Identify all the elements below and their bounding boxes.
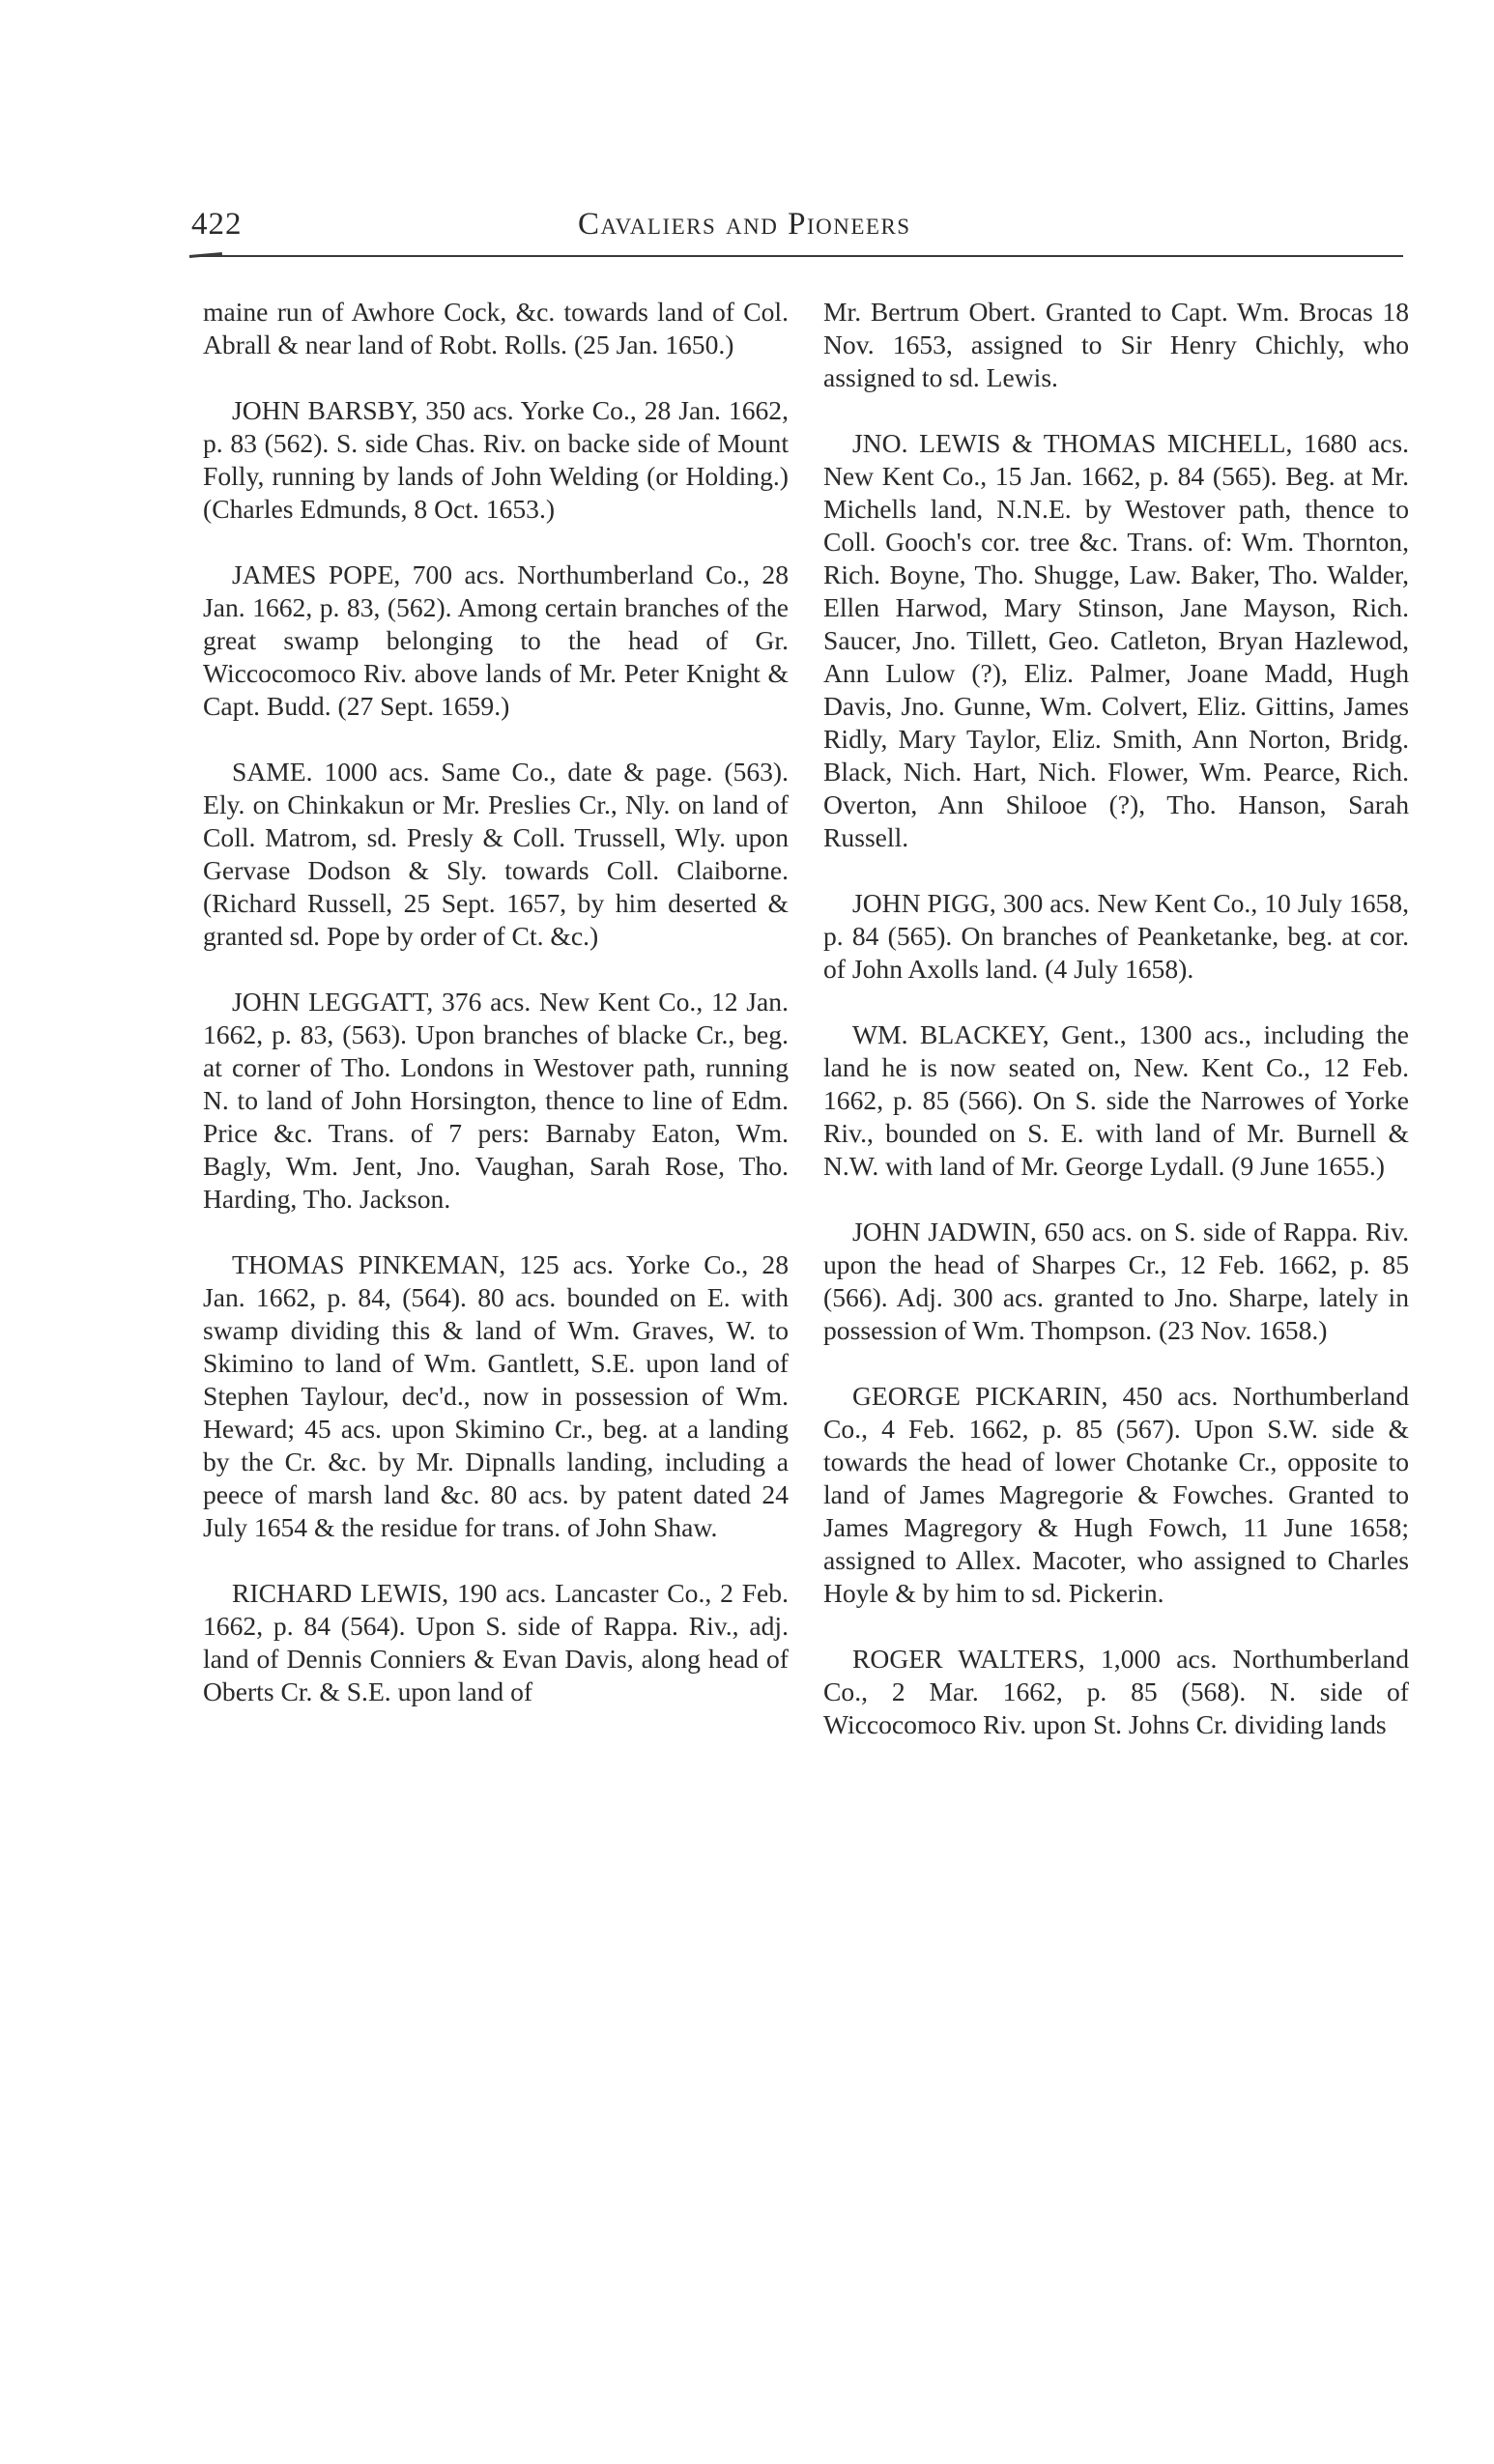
entry-john-pigg: JOHN PIGG, 300 acs. New Kent Co., 10 July 1658, p. 84 (565). On branches of Peanketanke, beg. at cor. of John Axolls land. (4 July 1658). bbox=[823, 888, 1409, 984]
entry-richard-lewis: RICHARD LEWIS, 190 acs. Lancaster Co., 2 Feb. 1662, p. 84 (564). Upon S. side of Rappa. Riv., adj. land of Dennis Conniers & Evan Davis, along head of Oberts Cr. & S.E. upon land of bbox=[203, 1578, 789, 1706]
entry-same-pope: SAME. 1000 acs. Same Co., date & page. (563). Ely. on Chinkakun or Mr. Preslies Cr., Nly. on land of Coll. Matrom, sd. Presly & Coll. Trussell, Wly. upon Gervase Dodson & Sly. towards Coll. Claiborne. (Richard Russell, 25 Sept. 1657, by him deserted & granted sd. Pope by order of Ct. &c.) bbox=[203, 757, 789, 951]
entry-jno-lewis-thomas-michell: JNO. LEWIS & THOMAS MICHELL, 1680 acs. New Kent Co., 15 Jan. 1662, p. 84 (565). Beg. at Mr. Michells land, N.N.E. by Westover path, thence to Coll. Gooch's cor. tree &c. Trans. of: Wm. Thornton, Rich. Boyne, Tho. Shugge, Law. Baker, Tho. Walder, Ellen Harwod, Mary Stinson, Jane Mayson, Rich. Saucer, Jno. Tillett, Geo. Catleton, Bryan Hazlewod, Ann Lulow (?), Eliz. Palmer, Joane Madd, Hugh Davis, Jno. Gunne, Wm. Colvert, Eliz. Gittins, James Ridly, Mary Taylor, Eliz. Smith, Ann Norton, Bridg. Black, Nich. Hart, Nich. Flower, Wm. Pearce, Rich. Overton, Ann Shilooe (?), Tho. Hanson, Sarah Russell. bbox=[823, 428, 1409, 852]
right-column bbox=[823, 296, 1409, 1741]
header-rule bbox=[191, 255, 1403, 257]
entry-john-leggatt: JOHN LEGGATT, 376 acs. New Kent Co., 12 Jan. 1662, p. 83, (563). Upon branches of blacke Cr., beg. at corner of Tho. Londons in Westover path, running N. to land of John Horsington, thence to line of Edm. Price &c. Trans. of 7 pers: Barnaby Eaton, Wm. Bagly, Wm. Jent, Jno. Vaughan, Sarah Rose, Tho. Harding, Tho. Jackson. bbox=[203, 987, 789, 1214]
entry-continuation: maine run of Awhore Cock, &c. towards land of Col. Abrall & near land of Robt. Rolls. (25 Jan. 1650.) bbox=[203, 297, 789, 359]
entry-james-pope: JAMES POPE, 700 acs. Northumberland Co., 28 Jan. 1662, p. 83, (562). Among certain branches of the great swamp belonging to the head of Gr. Wiccocomoco Riv. above lands of Mr. Peter Knight & Capt. Budd. (27 Sept. 1659.) bbox=[203, 559, 789, 721]
entry-john-barsby: JOHN BARSBY, 350 acs. Yorke Co., 28 Jan. 1662, p. 83 (562). S. side Chas. Riv. on backe side of Mount Folly, running by lands of John Welding (or Holding.) (Charles Edmunds, 8 Oct. 1653.) bbox=[203, 395, 789, 524]
running-head bbox=[191, 203, 1401, 245]
entry-continuation-lewis: Mr. Bertrum Obert. Granted to Capt. Wm. Brocas 18 Nov. 1653, assigned to Sir Henry Chichly, who assigned to sd. Lewis. bbox=[823, 297, 1409, 392]
entry-roger-walters: ROGER WALTERS, 1,000 acs. Northumberland Co., 2 Mar. 1662, p. 85 (568). N. side of Wiccocomoco Riv. upon St. Johns Cr. dividing lands bbox=[823, 1644, 1409, 1739]
entry-thomas-pinkeman: THOMAS PINKEMAN, 125 acs. Yorke Co., 28 Jan. 1662, p. 84, (564). 80 acs. bounded on E. with swamp dividing this & land of Wm. Graves, W. to Skimino to land of Wm. Gantlett, S.E. upon land of Stephen Taylour, dec'd., now in possession of Wm. Heward; 45 acs. upon Skimino Cr., beg. at a landing by the Cr. &c. by Mr. Dipnalls landing, including a peece of marsh land &c. 80 acs. by patent dated 24 July 1654 & the residue for trans. of John Shaw. bbox=[203, 1249, 789, 1542]
entry-wm-blackey: WM. BLACKEY, Gent., 1300 acs., including the land he is now seated on, New. Kent Co., 12 Feb. 1662, p. 85 (566). On S. side the Narrowes of Yorke Riv., bounded on S. E. with land of Mr. Burnell & N.W. with land of Mr. George Lydall. (9 June 1655.) bbox=[823, 1019, 1409, 1181]
entry-john-jadwin: JOHN JADWIN, 650 acs. on S. side of Rappa. Riv. upon the head of Sharpes Cr., 12 Feb. 1662, p. 85 (566). Adj. 300 acs. granted to Jno. Sharpe, lately in possession of Wm. Thompson. (23 Nov. 1658.) bbox=[823, 1217, 1409, 1345]
left-column bbox=[203, 296, 789, 1708]
page-number: 422 bbox=[191, 207, 243, 242]
entry-george-pickarin: GEORGE PICKARIN, 450 acs. Northumberland Co., 4 Feb. 1662, p. 85 (567). Upon S.W. side & towards the head of lower Chotanke Cr., opposite to land of James Magregorie & Fowches. Granted to James Magregory & Hugh Fowch, 11 June 1658; assigned to Allex. Macoter, who assigned to Charles Hoyle & by him to sd. Pickerin. bbox=[823, 1381, 1409, 1608]
book-title: Cavaliers and Pioneers bbox=[578, 207, 911, 242]
